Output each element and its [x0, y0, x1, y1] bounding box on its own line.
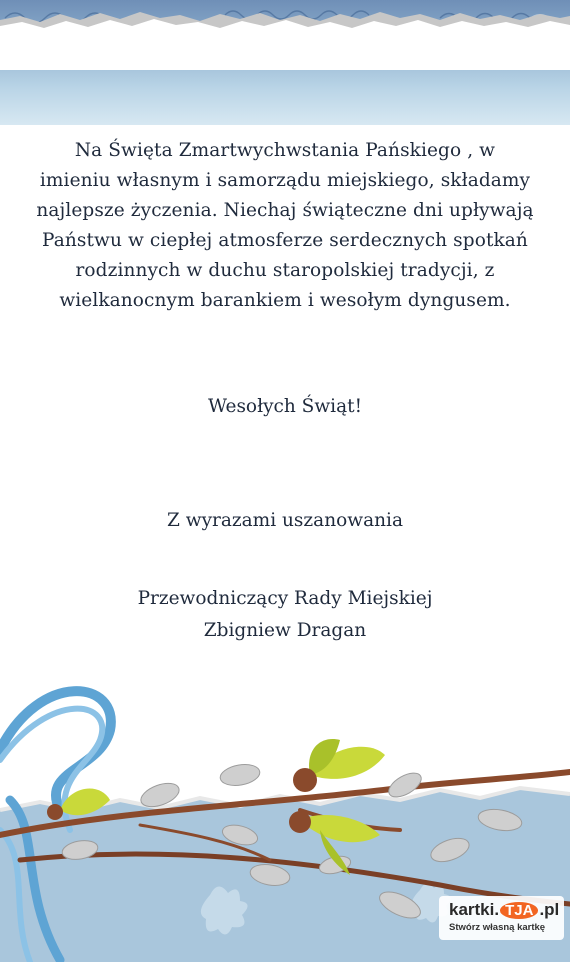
regards-text: Z wyrazami uszanowania: [167, 510, 403, 531]
greeting-message: [18, 136, 552, 316]
torn-paper-edge: [0, 0, 570, 70]
logo-badge: TJA: [500, 902, 538, 919]
message-line: najlepsze życzenia. Niechaj świąteczne dni upływają: [36, 200, 534, 221]
logo-tagline: Stwórz własną kartkę: [449, 922, 546, 933]
logo-wordmark: [449, 900, 559, 920]
wishes-text: Wesołych Świąt!: [207, 396, 363, 417]
signature-name: Zbigniew Dragan: [203, 620, 367, 641]
message-line: Na Święta Zmartwychwstania Pańskiego , w: [74, 140, 496, 161]
message-line: wielkanocnym barankiem i wesołym dyngusem.: [59, 290, 511, 311]
top-paper-decoration: [0, 0, 570, 125]
kartki-logo[interactable]: [439, 896, 564, 940]
logo-prefix: kartki.: [449, 900, 500, 919]
message-line: imieniu własnym i samorządu miejskiego, składamy: [39, 170, 531, 191]
message-line: rodzinnych w duchu staropolskiej tradycji, z: [75, 260, 495, 281]
signature-title: Przewodniczący Rady Miejskiej: [137, 588, 433, 609]
logo-suffix: .pl: [539, 900, 560, 919]
message-line: Państwu w ciepłej atmosferze serdecznych spotkań: [42, 230, 528, 251]
